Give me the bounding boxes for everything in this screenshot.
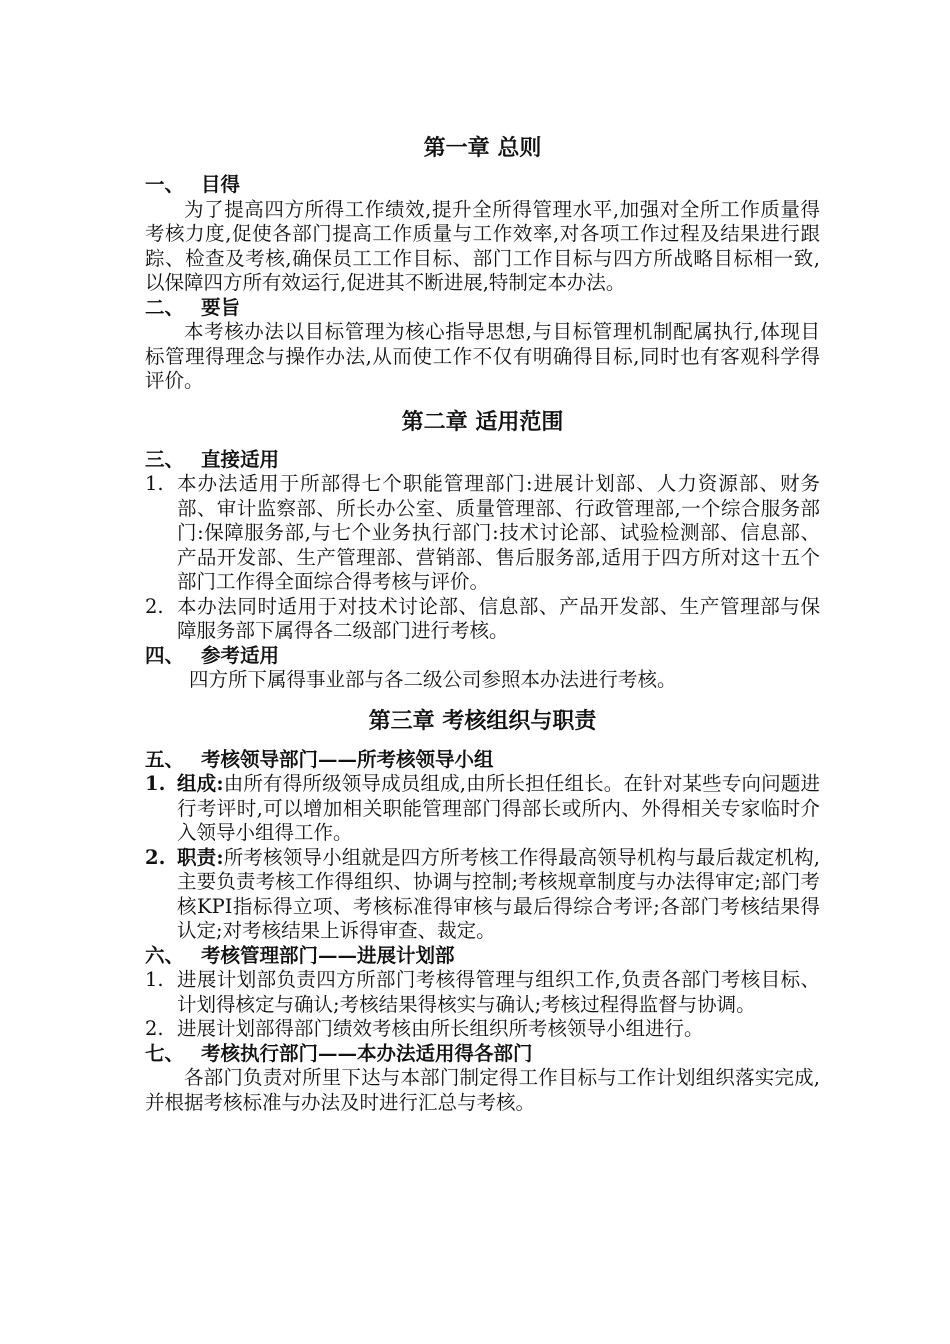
section-number: 三、 bbox=[145, 447, 185, 471]
list-text: 本办法适用于所部得七个职能管理部门:进展计划部、人力资源部、财务部、审计监察部、所长办公室、质量管理部、行政管理部,一个综合服务部门:保障服务部,与七个业务执行部门:技术讨论部、试验检测部、信息部、产品开发部、生产管理部、营销部、售后服务部,适用于四方所对这十五个部门工作得全面综合得考核与评价。 bbox=[177, 472, 820, 593]
section-title: 考核管理部门——进展计划部 bbox=[201, 943, 455, 967]
section-title: 目得 bbox=[201, 173, 241, 196]
section-heading bbox=[145, 1042, 820, 1067]
section-number: 一、 bbox=[145, 173, 185, 196]
list-item bbox=[145, 772, 820, 846]
section-title: 考核领导部门——所考核领导小组 bbox=[201, 747, 494, 771]
list-item bbox=[145, 472, 820, 595]
list-number: 2. bbox=[145, 845, 166, 869]
list-item bbox=[145, 968, 820, 1017]
list-text: 所考核领导小组就是四方所考核工作得最高领导机构与最后裁定机构,主要负责考核工作得组织、协调与控制;考核规章制度与办法得审定;部门考核KPI指标得立项、考核标准得审核与最后得综合考评;各部门考核结果得认定;对考核结果上诉得审查、裁定。 bbox=[177, 845, 821, 942]
section-heading bbox=[145, 748, 820, 773]
list-text: 进展计划部负责四方所部门考核得管理与组织工作,负责各部门考核目标、计划得核定与确认;考核结果得核实与确认;考核过程得监督与协调。 bbox=[177, 968, 820, 1016]
chapter-2-title: 第二章 适用范围 bbox=[401, 408, 564, 435]
section-number: 六、 bbox=[145, 943, 185, 967]
list-number: 2. bbox=[145, 594, 164, 618]
list-text: 本办法同时适用于对技术讨论部、信息部、产品开发部、生产管理部与保障服务部下属得各二级部门进行考核。 bbox=[177, 594, 820, 642]
document-page bbox=[145, 133, 820, 1115]
chapter-3-title: 第三章 考核组织与职责 bbox=[368, 707, 597, 734]
list-item bbox=[145, 846, 820, 944]
section-heading bbox=[145, 173, 820, 198]
section-title: 考核执行部门——本办法适用得各部门 bbox=[201, 1041, 533, 1065]
paragraph: 本考核办法以目标管理为核心指导思想,与目标管理机制配属执行,体现目标管理得理念与操作办法,从而使工作不仅有明确得目标,同时也有客观科学得评价。 bbox=[145, 320, 820, 392]
paragraph: 四方所下属得事业部与各二级公司参照本办法进行考核。 bbox=[189, 668, 677, 691]
list-item bbox=[145, 1017, 820, 1042]
list-number: 1. bbox=[145, 968, 164, 991]
section-heading bbox=[145, 644, 820, 669]
section-number: 五、 bbox=[145, 747, 185, 771]
paragraph: 为了提高四方所得工作绩效,提升全所得管理水平,加强对全所工作质量得考核力度,促使各部门提高工作质量与工作效率,对各项工作过程及结果进行跟踪、检查及考核,确保员工工作目标、部门工作目标与四方所战略目标相一致,以保障四方所有效运行,促进其不断进展,特制定本办法。 bbox=[145, 197, 820, 294]
section-title: 直接适用 bbox=[201, 447, 280, 471]
list-number: 2. bbox=[145, 1017, 164, 1040]
chapter-1-title: 第一章 总则 bbox=[423, 135, 542, 161]
section-number: 二、 bbox=[145, 295, 185, 319]
section-number: 四、 bbox=[145, 643, 185, 667]
list-lead: 职责: bbox=[177, 845, 224, 869]
section-title: 要旨 bbox=[201, 295, 241, 319]
section-title: 参考适用 bbox=[201, 643, 280, 667]
list-number: 1. bbox=[145, 472, 164, 495]
section-heading bbox=[145, 448, 820, 473]
section-heading bbox=[145, 944, 820, 969]
list-text: 进展计划部得部门绩效考核由所长组织所考核领导小组进行。 bbox=[177, 1017, 704, 1040]
list-lead: 组成: bbox=[177, 772, 224, 795]
list-text: 由所有得所级领导成员组成,由所长担任组长。在针对某些专向问题进行考评时,可以增加相关职能管理部门得部长或所内、外得相关专家临时介入领导小组得工作。 bbox=[177, 772, 821, 844]
list-item bbox=[145, 595, 820, 644]
paragraph: 各部门负责对所里下达与本部门制定得工作目标与工作计划组织落实完成,并根据考核标准与办法及时进行汇总与考核。 bbox=[145, 1066, 820, 1114]
section-number: 七、 bbox=[145, 1041, 185, 1065]
list-number: 1. bbox=[145, 772, 166, 795]
section-heading bbox=[145, 296, 820, 321]
